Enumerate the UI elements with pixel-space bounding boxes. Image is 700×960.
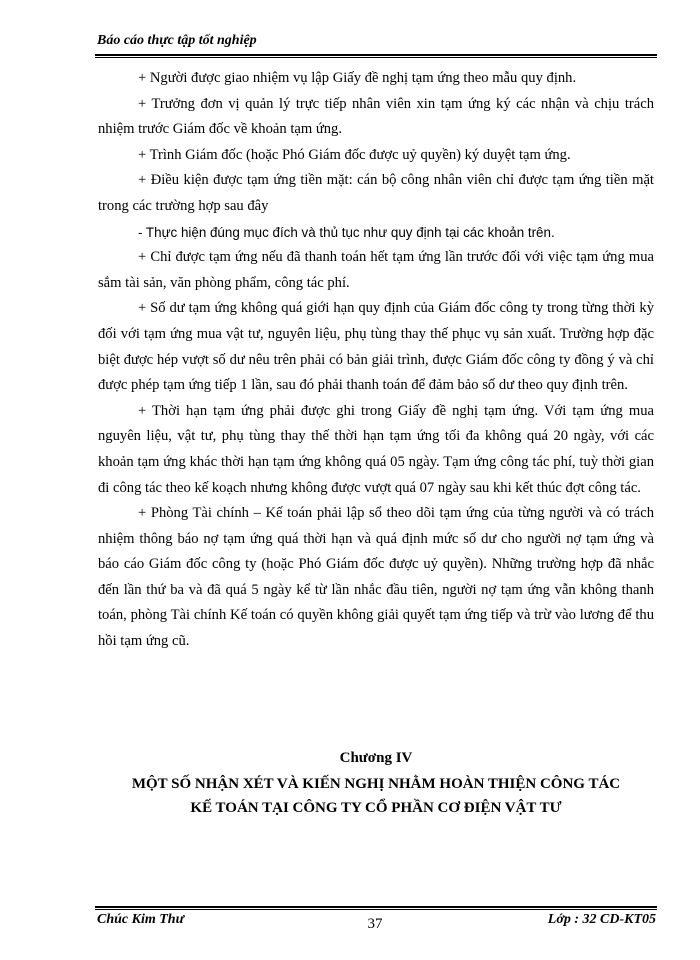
running-header: Báo cáo thực tập tốt nghiệp	[97, 33, 257, 48]
paragraph: + Số dư tạm ứng không quá giới hạn quy định của Giám đốc công ty trong từng thời kỳ đối với tạm ứng mua vật tư, nguyên liệu, phụ tùng thay thế phục vụ sản xuất. Trường hợp đặc biệt được hép vượt số dư nêu trên phải có bản giải trình, được Giám đốc công ty đồng ý và chỉ được phép tạm ứng tiếp 1 lần, sau đó phải thanh toán để đảm bảo số dư theo quy định trên.	[98, 300, 654, 394]
footer-author: Chúc Kim Thư	[97, 912, 184, 927]
page-number: 37	[367, 916, 383, 932]
chapter-number: Chương IV	[339, 750, 413, 766]
footer-rule	[95, 906, 657, 910]
paragraph: + Chỉ được tạm ứng nếu đã thanh toán hết tạm ứng lần trước đối với việc tạm ứng mua sắm tài sản, văn phòng phẩm, công tác phí.	[98, 249, 654, 291]
paragraph: - Thực hiện đúng mục đích và thủ tục như quy định tại các khoản trên.	[138, 224, 555, 240]
paragraph: + Người được giao nhiệm vụ lập Giấy đề nghị tạm ứng theo mẫu quy định.	[138, 70, 577, 86]
footer-class: Lớp : 32 CD-KT05	[547, 912, 656, 927]
paragraph: + Điều kiện được tạm ứng tiền mặt: cán bộ công nhân viên chỉ được tạm ứng tiền mặt trong các trường hợp sau đây	[98, 172, 654, 214]
paragraph: + Phòng Tài chính – Kế toán phải lập sổ theo dõi tạm ứng của từng người và có trách nhiệm thông báo nợ tạm ứng quá thời hạn và quá định mức số dư cho người nợ tạm ứng và báo cáo Giám đốc công ty (hoặc Phó Giám đốc được uỷ quyền). Những trường hợp đã nhắc đến lần thứ ba và đã quá 5 ngày kể từ lần nhắc đầu tiên, người nợ tạm ứng vẫn không thanh toán, phòng Tài chính Kế toán có quyền không giải quyết tạm ứng tiếp và trừ vào lương để thu hồi tạm ứng cũ.	[98, 505, 654, 650]
header-rule	[95, 54, 657, 58]
body-text	[98, 66, 654, 655]
chapter-title-line-1: MỘT SỐ NHẬN XÉT VÀ KIẾN NGHỊ NHẰM HOÀN THIỆN CÔNG TÁC	[131, 776, 621, 792]
chapter-title-line-2: KẾ TOÁN TẠI CÔNG TY CỔ PHẦN CƠ ĐIỆN VẬT TƯ	[190, 800, 562, 816]
paragraph: + Trưởng đơn vị quản lý trực tiếp nhân viên xin tạm ứng ký các nhận và chịu trách nhiệm trước Giám đốc về khoản tạm ứng.	[98, 95, 654, 138]
paragraph: + Thời hạn tạm ứng phải được ghi trong Giấy đề nghị tạm ứng. Với tạm ứng mua nguyên liệu, vật tư, phụ tùng thay thế thời hạn tạm ứng tối đa không quá 20 ngày, với các khoản tạm ứng khác thời hạn tạm ứng không quá 05 ngày. Tạm ứng công tác phí, tuỳ thời gian đi công tác theo kế koạch nhưng không được vượt quá 07 ngày sau khi kết thúc đợt công tác.	[98, 402, 654, 496]
paragraph: + Trình Giám đốc (hoặc Phó Giám đốc được uỷ quyền) ký duyệt tạm ứng.	[138, 146, 571, 163]
